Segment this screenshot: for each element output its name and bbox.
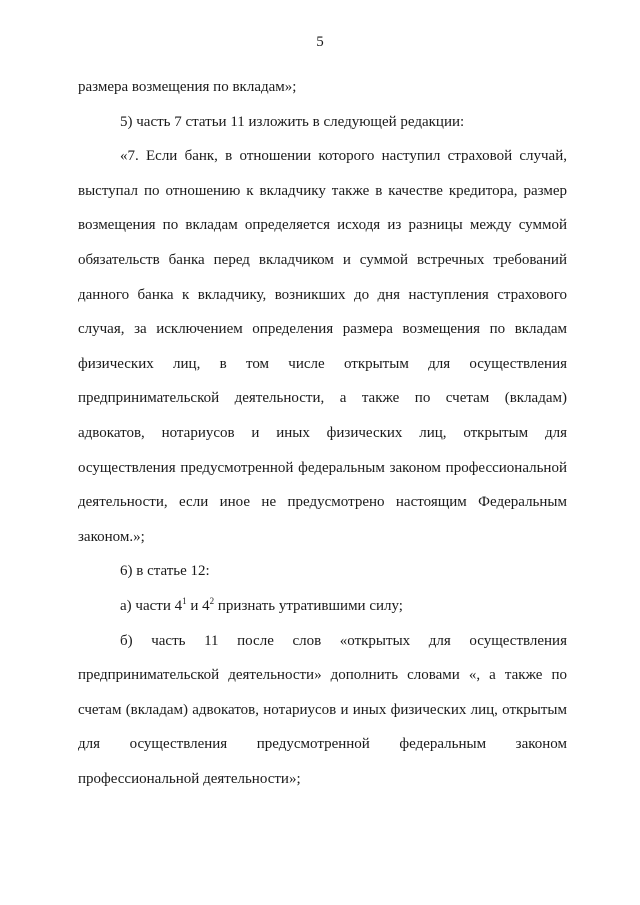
paragraph-item-6b: б) часть 11 после слов «открытых для осуществления предпринимательской деятельности» дополнить словами «, а также по счетам (вкладам) адвокатов, нотариусов и иных физических лиц, открытым для осуществления предусмотренной федеральным законом профессиональной деятельности»; xyxy=(78,632,567,787)
item-6a-text-start: а) части 4 xyxy=(120,597,183,614)
paragraph-item-6a xyxy=(78,589,567,624)
item-6a-text-middle: и 4 xyxy=(186,597,210,614)
superscript-2: 2 xyxy=(209,595,215,606)
superscript-1: 1 xyxy=(182,595,187,606)
page-number: 5 xyxy=(316,34,324,50)
paragraph-item-6: 6) в статье 12: xyxy=(120,563,210,580)
paragraph-article-7-text: «7. Если банк, в отношении которого наступил страховой случай, выступал по отношению к вкладчику также в качестве кредитора, размер возмещения по вкладам определяется исходя из разницы между суммой обязательств банка перед вкладчиком и суммой встречных требований данного банка к вкладчику, возникших до дня наступления страхового случая, за исключением определения размера возмещения по вкладам физических лиц, в том числе открытым для осуществления предпринимательской деятельности, а также по счетам (вкладам) адвокатов, нотариусов и иных физических лиц, открытым для осуществления предусмотренной федеральным законом профессиональной деятельности, если иное не предусмотрено настоящим Федеральным законом.»; xyxy=(78,148,567,545)
paragraph-item-5: 5) часть 7 статьи 11 изложить в следующей редакции: xyxy=(120,113,465,130)
document-body xyxy=(78,70,567,796)
paragraph-continuation: размера возмещения по вкладам»; xyxy=(78,79,297,95)
item-6a-text-end: признать утратившими силу; xyxy=(214,597,403,614)
